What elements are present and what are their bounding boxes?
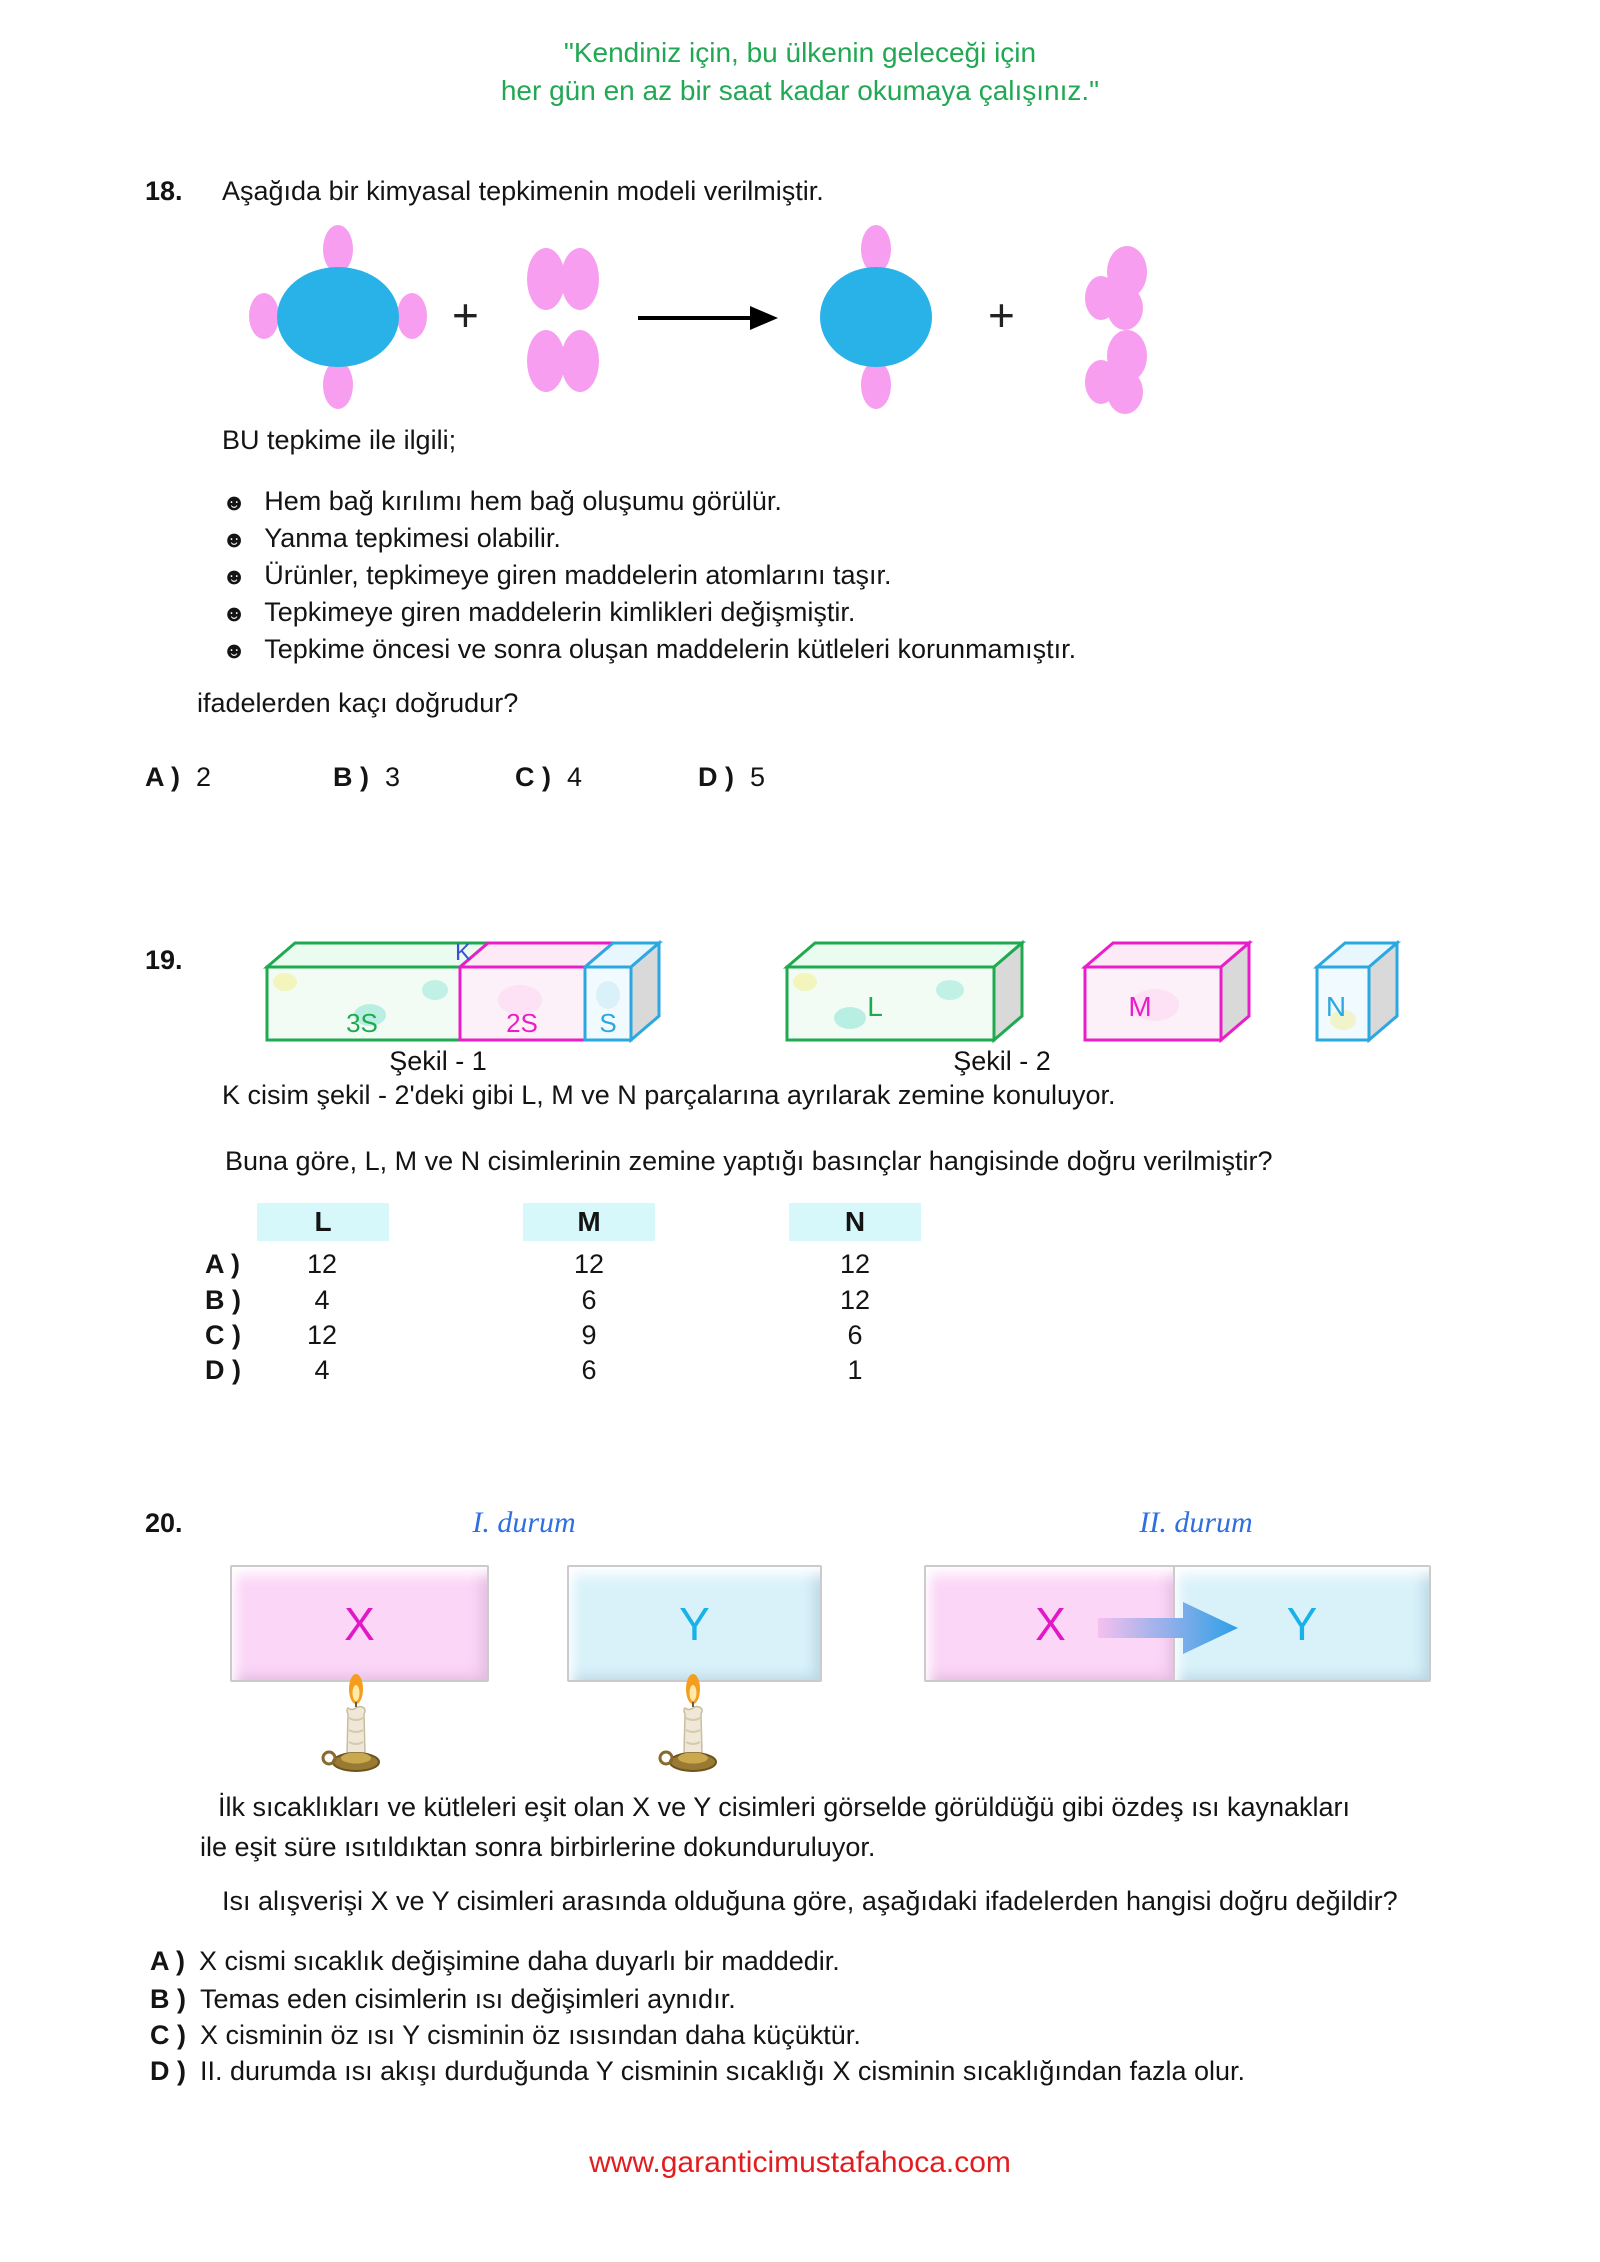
sekil1-figure [267, 939, 659, 1076]
pink-atom [527, 248, 565, 310]
q20-question-text: Isı alışverişi X ve Y cisimleri arasında olduğuna göre, aşağıdaki ifadelerden hangisi doğru değildir? [222, 1886, 1398, 1916]
option-text: Temas eden cisimlerin ısı değişimleri aynıdır. [200, 1984, 736, 2014]
q19-line1: K cisim şekil - 2'deki gibi L, M ve N parçalarına ayrılarak zemine konuluyor. [222, 1080, 1116, 1110]
table-header-n: N [789, 1203, 921, 1241]
q18-closing: ifadelerden kaçı doğrudur? [197, 688, 519, 718]
block-x-letter: X [1035, 1597, 1066, 1650]
reaction-arrow [638, 298, 780, 338]
sekil2-m-label: M [1128, 991, 1152, 1022]
table-cell: 9 [581, 1320, 597, 1350]
option-label: A ) [150, 1946, 185, 1976]
option-value: 5 [750, 762, 766, 792]
statement-text: Yanma tepkimesi olabilir. [264, 523, 561, 553]
q19-number: 19. [145, 945, 183, 975]
pink-atom [561, 248, 599, 310]
q18-statement [222, 560, 892, 592]
table-cell: 4 [314, 1355, 330, 1385]
option-value: 3 [385, 762, 401, 792]
q20-option-d [150, 2056, 1245, 2087]
table-cell: 6 [581, 1285, 597, 1315]
sekil1-2s-label: 2S [506, 1008, 538, 1038]
q18-option-a [145, 762, 211, 793]
q20-paragraph-line2: ile eşit süre ısıtıldıktan sonra birbirlerine dokunduruluyor. [200, 1832, 876, 1862]
diatomic-molecule [527, 330, 599, 392]
q18-statement [222, 486, 782, 518]
statement-text: Tepkimeye giren maddelerin kimlikleri değişmiştir. [264, 597, 856, 627]
quote-line-1: "Kendiniz için, bu ülkenin geleceği için [563, 37, 1037, 68]
pink-atom [861, 225, 891, 273]
pink-atom [323, 225, 353, 273]
table-cell: 12 [839, 1285, 871, 1315]
smiley-bullet-icon: ☻ [222, 600, 247, 626]
pink-atom [397, 293, 427, 339]
pink-atom [1107, 286, 1143, 330]
q18-number: 18. [145, 176, 183, 206]
smiley-bullet-icon: ☻ [222, 563, 247, 589]
statement-text: Ürünler, tepkimeye giren maddelerin atomlarını taşır. [264, 560, 892, 590]
smiley-bullet-icon: ☻ [222, 489, 247, 515]
candle-icon [657, 1674, 729, 1778]
q18-statement [222, 523, 561, 555]
footer-url: www.garanticimustafahoca.com [589, 2146, 1011, 2179]
table-cell: 1 [847, 1355, 863, 1385]
triatomic-molecule [1085, 246, 1165, 336]
table-cell: 12 [306, 1320, 338, 1350]
q20-block-x-case1 [230, 1565, 489, 1682]
table-cell: 12 [839, 1249, 871, 1279]
table-cell: 12 [306, 1249, 338, 1279]
option-label: C ) [150, 2020, 186, 2050]
q18-option-d [698, 762, 765, 793]
table-cell: 4 [314, 1285, 330, 1315]
block-y-letter: Y [679, 1597, 710, 1650]
table-header-l: L [257, 1203, 389, 1241]
q20-paragraph-line1: İlk sıcaklıkları ve kütleleri eşit olan X ve Y cisimleri görselde görüldüğü gibi özdeş ısı kaynakları [218, 1792, 1351, 1822]
option-label: A ) [145, 762, 180, 792]
option-label: B ) [333, 762, 369, 792]
blue-atom [820, 267, 932, 367]
option-text: II. durumda ısı akışı durduğunda Y cisminin sıcaklığı X cisminin sıcaklığından fazla olur. [200, 2056, 1246, 2086]
q20-option-a [150, 1946, 840, 1977]
pink-atom [861, 361, 891, 409]
option-label: D ) [150, 2056, 186, 2086]
plus-sign: + [452, 289, 479, 341]
q19-question-text: Buna göre, L, M ve N cisimlerinin zemine yaptığı basınçlar hangisinde doğru verilmiştir? [225, 1146, 1273, 1176]
sekil1-s-label: S [599, 1008, 617, 1038]
pink-atom [323, 361, 353, 409]
option-label: D ) [698, 762, 734, 792]
smiley-bullet-icon: ☻ [222, 526, 247, 552]
sekil1-k-label: K [454, 939, 472, 966]
statement-text: Hem bağ kırılımı hem bağ oluşumu görülür. [264, 486, 782, 516]
sekil1-3s-label: 3S [346, 1008, 378, 1038]
pink-atom [561, 330, 599, 392]
option-text: X cisminin öz ısı Y cisminin öz ısısından daha küçüktür. [200, 2020, 861, 2050]
q20-case2-label: II. durum [1139, 1506, 1253, 1539]
q19-row-label: D ) [205, 1355, 241, 1385]
block-y-letter: Y [1286, 1597, 1318, 1650]
pink-atom [1107, 370, 1143, 414]
diatomic-molecule [527, 248, 599, 310]
candle-icon [320, 1674, 392, 1778]
q19-row-label: A ) [205, 1249, 240, 1279]
quote-line-2: her gün en az bir saat kadar okumaya çalışınız." [500, 75, 1100, 106]
statement-text: Tepkime öncesi ve sonra oluşan maddelerin kütleleri korunmamıştır. [264, 634, 1077, 664]
option-label: B ) [150, 1984, 186, 2014]
pink-atom [249, 293, 279, 339]
sekil2-figure [787, 943, 1397, 1076]
q18-question-text: Aşağıda bir kimyasal tepkimenin modeli verilmiştir. [222, 176, 824, 206]
table-cell: 12 [573, 1249, 605, 1279]
option-value: 2 [196, 762, 212, 792]
heat-flow-arrow [1098, 1598, 1243, 1658]
option-value: 4 [567, 762, 583, 792]
header-quote [0, 34, 1600, 110]
q19-row-label: B ) [205, 1285, 241, 1315]
q20-number: 20. [145, 1508, 183, 1538]
q20-block-y-case1 [567, 1565, 822, 1682]
reactant-molecule-1 [245, 225, 430, 410]
table-cell: 6 [581, 1355, 597, 1385]
q18-option-b [333, 762, 400, 793]
table-header-m: M [523, 1203, 655, 1241]
triatomic-molecule [1085, 330, 1165, 420]
q18-intro: BU tepkime ile ilgili; [222, 425, 457, 455]
q18-option-c [515, 762, 582, 793]
product-molecule-1 [820, 225, 940, 410]
sekil1-caption: Şekil - 1 [389, 1046, 487, 1076]
option-text: X cismi sıcaklık değişimine daha duyarlı bir maddedir. [199, 1946, 840, 1976]
q18-statement [222, 597, 855, 629]
block-x-letter: X [344, 1597, 375, 1650]
smiley-bullet-icon: ☻ [222, 637, 247, 663]
q20-option-b [150, 1984, 736, 2015]
blue-atom [277, 267, 399, 367]
q19-row-label: C ) [205, 1320, 241, 1350]
option-label: C ) [515, 762, 551, 792]
plus-sign: + [988, 289, 1015, 341]
q20-case1-label: I. durum [472, 1506, 576, 1539]
sekil2-caption: Şekil - 2 [953, 1046, 1051, 1076]
sekil2-l-label: L [867, 991, 883, 1022]
q20-option-c [150, 2020, 861, 2051]
sekil2-n-label: N [1325, 991, 1347, 1022]
q18-statement [222, 634, 1076, 666]
q19-figures [250, 920, 1430, 1090]
pink-atom [527, 330, 565, 392]
table-cell: 6 [847, 1320, 863, 1350]
